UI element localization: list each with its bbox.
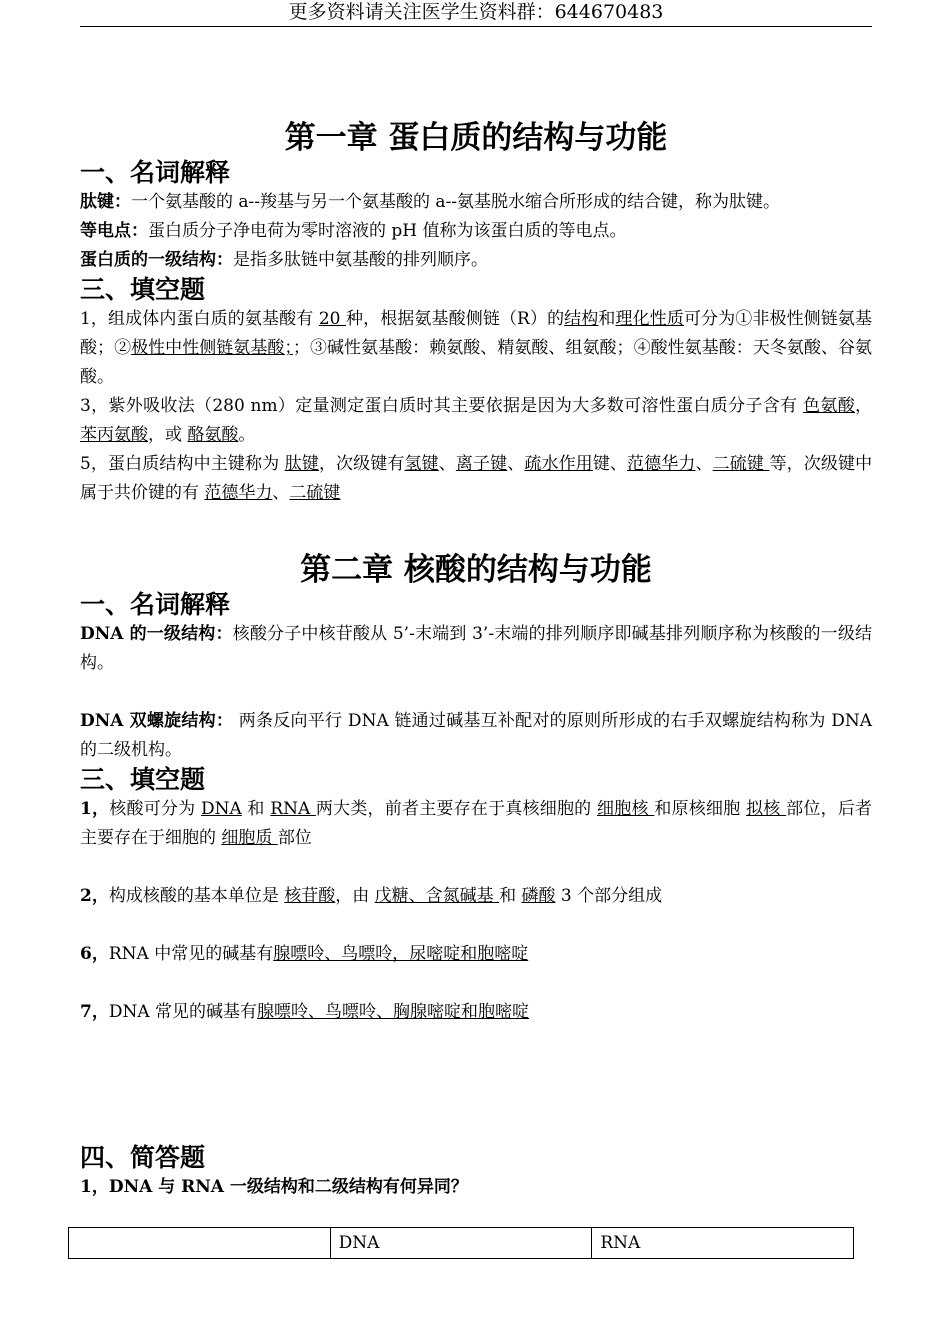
q-answer: 磷酸 <box>521 886 556 906</box>
q-text: 部位，后者主要存在于细胞的 <box>80 799 873 848</box>
ch1-section-definitions-title: 一、名词解释 <box>80 158 231 187</box>
q-answer: 苯丙氨酸 <box>80 425 148 445</box>
q-answer: 戊糖、含氮碱基 <box>374 886 500 906</box>
ch1-fill-q5 <box>80 450 872 508</box>
q-text: 3 个部分组成 <box>555 886 663 906</box>
q-text: 、 <box>272 483 290 503</box>
q-text: 和 <box>241 799 271 819</box>
ch2-section-definitions-title: 一、名词解释 <box>80 590 231 619</box>
q-answer: 二硫键 <box>712 454 770 474</box>
q-text: 5，蛋白质结构中主键称为 <box>80 454 285 474</box>
q-answer: 结构 <box>564 309 599 329</box>
q-text: ；③碱性氨基酸：赖氨酸、精氨酸、组氨酸；④酸性氨基酸：天冬氨酸、谷氨酸。 <box>80 338 873 387</box>
ch2-fill-q1 <box>80 795 872 853</box>
def-text: 蛋白质分子净电荷为零时溶液的 pH 值称为该蛋白质的等电点。 <box>148 221 627 241</box>
q-text: 构成核酸的基本单位是 <box>108 886 285 906</box>
q-text: ， <box>855 396 873 416</box>
q-answer: RNA <box>270 799 316 819</box>
table-header-cell: RNA <box>592 1228 854 1259</box>
def-term: DNA 的一级结构： <box>80 624 233 644</box>
q-text: 和原核细胞 <box>654 799 747 819</box>
q-answer: 细胞质 <box>221 828 278 848</box>
q-text: ，由 <box>335 886 375 906</box>
q-text: 可分为①非极性侧链氨基酸；② <box>80 309 873 358</box>
q-number: 6， <box>80 944 109 964</box>
dna-rna-comparison-table <box>68 1227 854 1259</box>
q-answer: 酪氨酸 <box>187 425 239 445</box>
q-text: ，次级键有 <box>318 454 405 474</box>
q-text: 和 <box>598 309 616 329</box>
q-text: 、 <box>438 454 456 474</box>
def-text: 是指多肽链中氨基酸的排列顺序。 <box>233 250 488 270</box>
q-text: 键、 <box>592 454 628 474</box>
q-answer: 色氨酸 <box>803 396 856 416</box>
q-answer: DNA <box>201 799 242 819</box>
q-text: ，或 <box>148 425 188 445</box>
q-answer: 离子键 <box>455 454 508 474</box>
q-answer: 肽键 <box>284 454 319 474</box>
q-answer: 范德华力 <box>627 454 696 474</box>
ch2-section-fill-title: 三、填空题 <box>80 765 206 794</box>
ch2-def-dna-double-helix <box>80 707 872 765</box>
q-answer: 拟核 <box>746 799 787 819</box>
q-text: 、 <box>695 454 713 474</box>
page-header: 更多资料请关注医学生资料群：644670483 <box>80 0 872 27</box>
chapter-1-title: 第一章 蛋白质的结构与功能 <box>284 120 668 156</box>
q-text: 等，次级键中属于共价键的有 <box>80 454 873 503</box>
q-text: 种，根据氨基酸侧链（R）的 <box>345 309 565 329</box>
q-answer: 疏水作用 <box>524 454 593 474</box>
ch2-section-short-answer-title: 四、简答题 <box>80 1143 206 1172</box>
q-text: 和 <box>499 886 522 906</box>
q-text: RNA 中常见的碱基有 <box>108 944 274 964</box>
ch1-def-isoelectric-point <box>80 217 872 246</box>
q-number: 7， <box>80 1002 109 1022</box>
q-answer: 细胞核 <box>597 799 655 819</box>
q-number: 2， <box>80 886 109 906</box>
ch2-def-dna-primary <box>80 620 872 678</box>
short-answer-q1 <box>80 1173 872 1202</box>
q-text: 1，组成体内蛋白质的氨基酸有 <box>80 309 319 329</box>
def-term: 蛋白质的一级结构： <box>80 250 233 270</box>
q-text: 核酸可分为 <box>109 799 202 819</box>
ch2-fill-q6 <box>80 940 872 969</box>
def-term: DNA 双螺旋结构： <box>80 711 234 731</box>
table-row <box>69 1228 854 1259</box>
q-text: 3，紫外吸收法（280 nm）定量测定蛋白质时其主要依据是因为大多数可溶性蛋白质分子含有 <box>80 396 804 416</box>
q-text: 部位 <box>277 828 312 848</box>
q-text: DNA 常见的碱基有 <box>108 1002 258 1022</box>
ch1-fill-q1 <box>80 305 872 392</box>
def-text: 两条反向平行 DNA 链通过碱基互补配对的原则所形成的右手双螺旋结构称为 DNA 的二级机构。 <box>80 711 873 760</box>
document-body <box>80 26 872 1202</box>
q-answer: 腺嘌呤、鸟嘌呤，尿嘧啶和胞嘧啶 <box>273 944 529 964</box>
q-text: 1，DNA 与 RNA 一级结构和二级结构有何异同？ <box>80 1177 468 1197</box>
ch1-fill-q3 <box>80 392 872 450</box>
table-header-cell: DNA <box>330 1228 592 1259</box>
chapter-2-title: 第二章 核酸的结构与功能 <box>300 552 652 588</box>
q-answer: 腺嘌呤、鸟嘌呤、胸腺嘧啶和胞嘧啶 <box>257 1002 530 1022</box>
q-answer: 20 <box>318 309 346 329</box>
q-answer: 极性中性侧链氨基酸； <box>131 338 293 358</box>
q-text: 。 <box>238 425 256 445</box>
def-term: 肽键： <box>80 192 131 212</box>
ch1-def-peptide-bond <box>80 188 872 217</box>
table-header-cell <box>69 1228 331 1259</box>
q-answer: 理化性质 <box>615 309 684 329</box>
ch2-fill-q7 <box>80 998 872 1027</box>
def-term: 等电点： <box>80 221 148 241</box>
q-text: 两大类，前者主要存在于真核细胞的 <box>315 799 598 819</box>
ch1-section-fill-title: 三、填空题 <box>80 275 206 304</box>
def-text: 核酸分子中核苷酸从 5’-末端到 3’-末端的排列顺序即碱基排列顺序称为核酸的一级结构。 <box>80 624 873 673</box>
q-answer: 核苷酸 <box>284 886 336 906</box>
q-number: 1， <box>80 799 110 819</box>
q-answer: 氢键 <box>404 454 439 474</box>
ch1-def-primary-structure <box>80 246 872 275</box>
ch2-fill-q2 <box>80 882 872 911</box>
q-answer: 范德华力 <box>204 483 273 503</box>
def-text: 一个氨基酸的 a--羧基与另一个氨基酸的 a--氨基脱水缩合所形成的结合键，称为肽键。 <box>131 192 781 212</box>
q-text: 、 <box>507 454 525 474</box>
q-answer: 二硫键 <box>289 483 341 503</box>
